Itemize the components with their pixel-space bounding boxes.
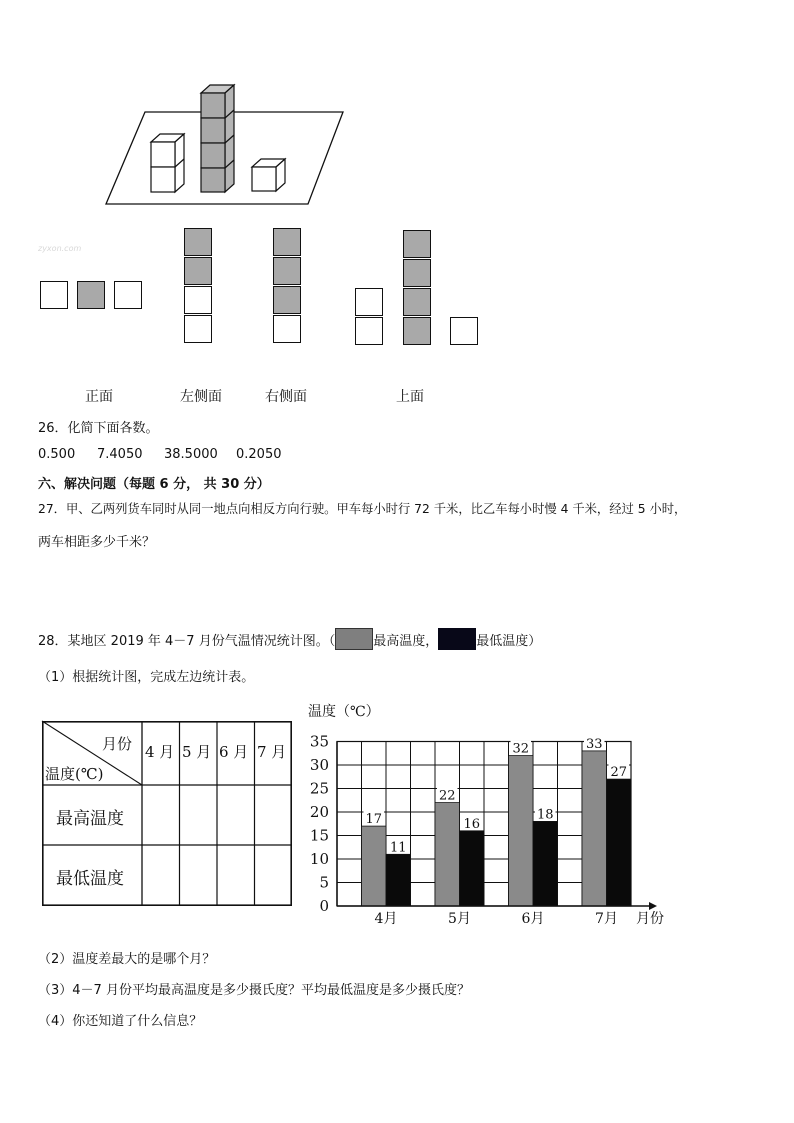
bar-label-low: 11 (389, 840, 407, 856)
label-right-side: 右侧面 (265, 389, 307, 405)
table-row-high: 最高温度 (56, 809, 124, 829)
q28-intro-line (38, 628, 541, 650)
tall-cube-stack (201, 85, 234, 192)
cube-figure (100, 80, 350, 210)
label-front: 正面 (85, 389, 113, 405)
q27-line-2: 两车相距多少千米？ (38, 535, 156, 550)
single-cube (252, 159, 285, 191)
stats-table (42, 721, 292, 906)
temperature-bar-chart (300, 696, 664, 931)
q26-number-4: 0.2050 (236, 447, 282, 462)
y-tick-label: 35 (309, 732, 329, 751)
bar-high-temp (435, 803, 460, 906)
x-axis-label: 月份 (636, 911, 664, 927)
bar-high-temp (582, 751, 607, 906)
x-axis-arrow (649, 902, 657, 910)
table-col-month: 4 月 (145, 743, 175, 761)
legend-swatch-high (335, 628, 373, 650)
bar-label-low: 27 (610, 765, 628, 781)
y-tick-label: 0 (319, 897, 329, 915)
q28-sub-3: （3）4－7 月份平均最高温度是多少摄氏度？平均最低温度是多少摄氏度？ (38, 983, 470, 998)
y-tick-label: 5 (319, 873, 329, 892)
table-col-month: 7 月 (257, 743, 287, 761)
bar-low-temp (460, 831, 485, 906)
x-tick-label: 7月 (595, 911, 618, 927)
q28-sub-1: （1）根据统计图，完成左边统计表。 (38, 670, 255, 685)
bar-low-temp (386, 854, 411, 906)
bar-label-high: 32 (512, 741, 530, 757)
y-tick-label: 20 (309, 803, 329, 821)
y-tick-label: 30 (309, 756, 329, 774)
bar-high-temp (362, 826, 387, 906)
bar-high-temp (509, 756, 534, 906)
q26-number-3: 38.5000 (164, 447, 218, 462)
bar-low-temp (533, 821, 558, 906)
table-row-low: 最低温度 (56, 869, 124, 889)
q26-number-2: 7.4050 (97, 447, 143, 462)
q26-text: 26．化简下面各数。 (38, 421, 159, 436)
table-col-month: 6 月 (219, 743, 249, 761)
bar-label-low: 18 (536, 807, 554, 823)
bar-label-low: 16 (463, 816, 481, 832)
q28-sub-4: （4）你还知道了什么信息？ (38, 1014, 203, 1029)
section-6-title: 六、解决问题（每题 6 分， 共 30 分） (38, 477, 270, 492)
y-tick-label: 10 (309, 850, 329, 868)
bar-low-temp (607, 779, 632, 906)
table-header-month: 月份 (102, 735, 133, 753)
q27-line-1: 27．甲、乙两列货车同时从同一地点向相反方向行驶。甲车每小时行 72 千米，比乙车每小时慢 4 千米，经过 5 小时， (38, 502, 687, 516)
q28-sub-2: （2）温度差最大的是哪个月？ (38, 952, 216, 967)
label-top: 上面 (396, 389, 424, 405)
legend-low-label: 最低温度） (476, 633, 542, 649)
legend-swatch-low (438, 628, 476, 650)
x-tick-label: 6月 (521, 911, 545, 927)
q26-number-1: 0.500 (38, 447, 76, 462)
q28-intro: 28．某地区 2019 年 4－7 月份气温情况统计图。（ (38, 633, 336, 649)
y-tick-label: 15 (309, 826, 329, 845)
legend-high-label: 最高温度， (373, 633, 439, 649)
x-tick-label: 4月 (374, 911, 398, 927)
table-col-month: 5 月 (182, 743, 212, 761)
bar-label-high: 22 (438, 788, 456, 804)
bar-label-high: 17 (365, 812, 383, 828)
bar-label-high: 33 (585, 736, 603, 752)
table-header-temp: 温度(℃) (45, 765, 104, 783)
label-left-side: 左侧面 (180, 389, 222, 405)
x-tick-label: 5月 (448, 911, 471, 927)
watermark: zyxon.com (38, 244, 82, 253)
left-cube-stack (151, 134, 184, 192)
y-axis-label: 温度（℃） (308, 704, 380, 720)
y-tick-label: 25 (309, 779, 329, 798)
